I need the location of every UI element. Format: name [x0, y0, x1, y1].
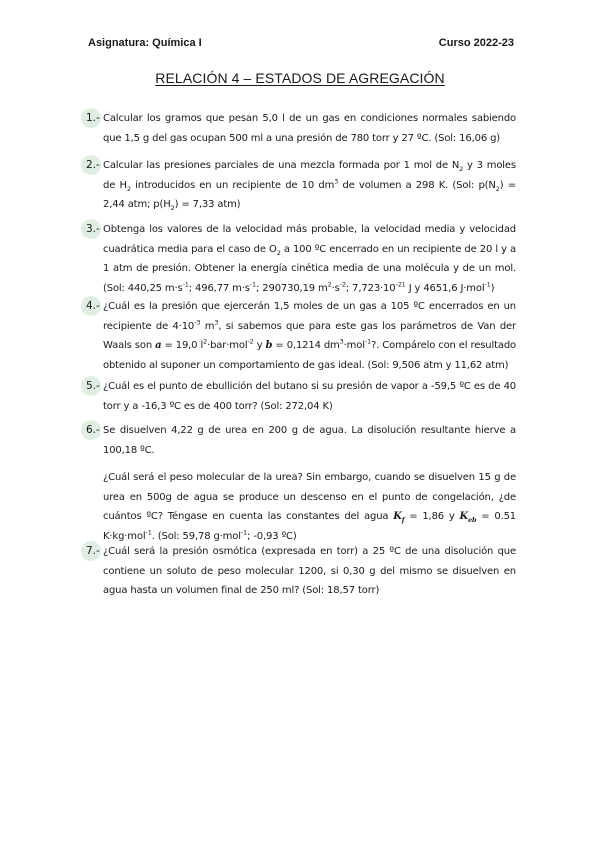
problem-3 [82, 220, 516, 298]
problem-number: 1.- [86, 112, 100, 124]
problem-number: 3.- [86, 223, 100, 235]
problem-text: ¿Cuál es el punto de ebullición del butano si su presión de vapor a -59,5 ºC es de 40 torr y a -16,3 ºC es de 400 torr? (Sol: 272,04 K) [103, 381, 516, 412]
problem-number: 4.- [86, 300, 100, 312]
subject-label: Asignatura: Química I [88, 37, 202, 49]
problem-text: ¿Cuál es la presión que ejercerán 1,5 moles de un gas a 105 ºC encerrados en un recipiente de $4\cdot 10^{-3}$ $m^3$, si sabemos que para este gas los parámetros de Van der Waals son a = 19,0 $l^2\cdot bar\cdot mol^{-2}$ y b = 0,1214 $dm^3\cdot mol^{-1}$?. Compárelo con el resultado obtenido al suponer un comportamiento de gas ideal. (Sol: 9,506 atm y 11,62 atm) [103, 301, 517, 371]
problem-number: 2.- [86, 159, 100, 171]
problem-5 [82, 377, 516, 416]
problem-text: Calcular las presiones parciales de una mezcla formada por 1 mol de $N_2$ y 3 moles de $H_2$ introducidos en un recipiente de 10 $dm^3$ de volumen a 298 K. (Sol: $p(N_2) = 2,44$ atm; $p(H_2) = 7,33$ atm) [103, 160, 516, 212]
problem-4 [82, 297, 516, 375]
problem-text: Se disuelven 4,22 g de urea en 200 g de agua. La disolución resultante hierve a 100,18 ºC. ¿Cuál será el peso molecular de la urea? Sin embargo, cuando se disuelven 15 g de urea en 500g de agua se produce un descenso en el punto de congelación, ¿de cuántos ºC? Téngase en cuenta las constantes del agua $K_f = 1,86$ y $K_{eb} = 0.51$ K·kg·mol$^{-1}$. (Sol: 59,78 g·mol$^{-1}$; -0,93 ºC) [103, 425, 516, 542]
problem-number: 6.- [86, 424, 100, 436]
problem-6 [82, 421, 516, 546]
problem-number: 7.- [86, 545, 100, 557]
problem-7 [82, 542, 516, 601]
problem-2 [82, 156, 516, 215]
page-title: RELACIÓN 4 – ESTADOS DE AGREGACIÓN [155, 70, 445, 86]
problem-text: Calcular los gramos que pesan 5,0 l de un gas en condiciones normales sabiendo que 1,5 g del gas ocupan 500 ml a una presión de 780 torr y 27 ºC. (Sol: 16,06 g) [103, 113, 516, 144]
problem-1 [82, 109, 516, 148]
problem-text: Obtenga los valores de la velocidad más probable, la velocidad media y velocidad cuadrática media para el caso de $O_2$ a 100 ºC encerrado en un recipiente de 20 l y a 1 atm de presión. Obtener la energía cinética media de una molécula y de un mol. (Sol: 440,25 $m\cdot s^{-1}$; 496,77 $m\cdot s^{-1}$; 290730,19 $m^2\cdot s^{-2}$; $7,723\cdot 10^{-21}$ J y 4651,6 J·mol$^{-1}$) [103, 224, 516, 294]
problem-number: 5.- [86, 380, 100, 392]
problem-text: ¿Cuál será la presión osmótica (expresada en torr) a 25 ºC de una disolución que contiene un soluto de peso molecular 1200, si 0,30 g del mismo se disuelven en agua hasta un volumen final de 250 ml? (Sol: 18,57 torr) [103, 546, 516, 596]
course-label: Curso 2022-23 [438, 37, 514, 49]
